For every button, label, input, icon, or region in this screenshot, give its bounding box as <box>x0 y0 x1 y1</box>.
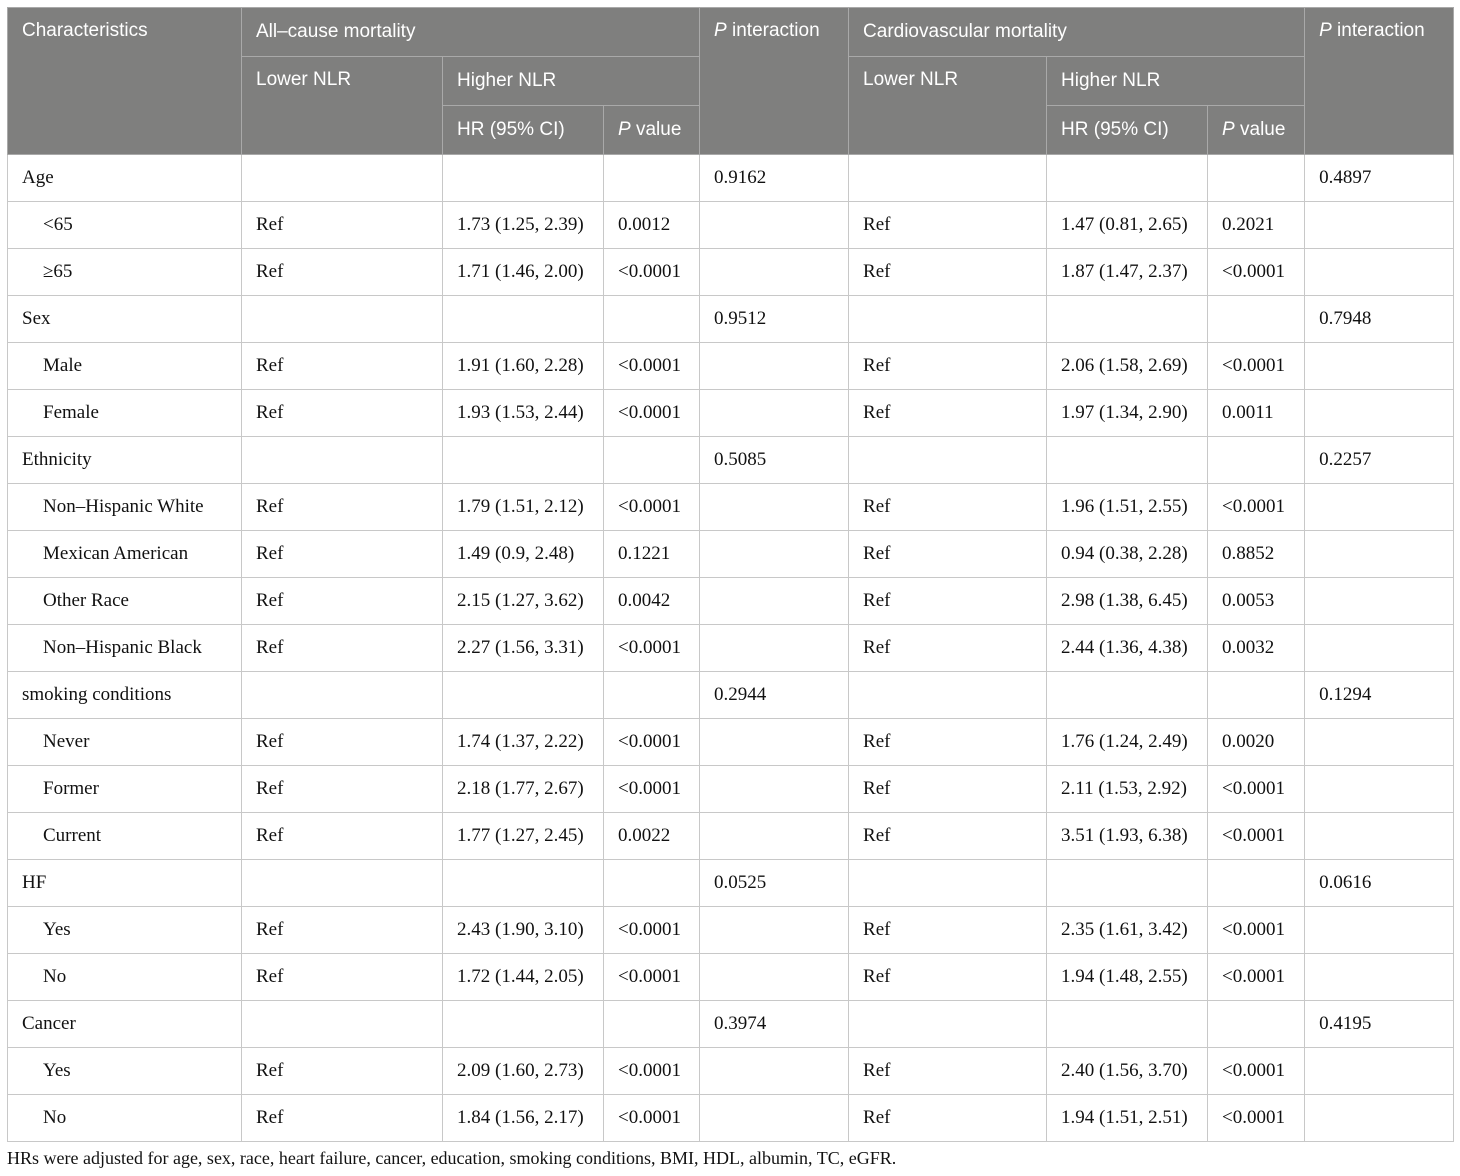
cell-hr-ci-all <box>443 437 604 484</box>
cell-p-interaction-all <box>700 625 849 672</box>
cell-p-value-all: <0.0001 <box>604 1095 700 1142</box>
cell-p-interaction-all <box>700 343 849 390</box>
table-row <box>8 813 1454 860</box>
cell-p-interaction-cv <box>1305 202 1454 249</box>
cell-p-value-all <box>604 1001 700 1048</box>
cell-lower-nlr-all: Ref <box>242 766 443 813</box>
cell-p-interaction-cv <box>1305 1048 1454 1095</box>
header-lower-nlr-cv: Lower NLR <box>849 57 1047 155</box>
cell-hr-ci-all <box>443 155 604 202</box>
cell-lower-nlr-all: Ref <box>242 625 443 672</box>
cell-p-interaction-cv <box>1305 719 1454 766</box>
cell-characteristic: Non–Hispanic White <box>8 484 242 531</box>
cell-lower-nlr-cv: Ref <box>849 813 1047 860</box>
cell-hr-ci-cv <box>1047 296 1208 343</box>
cell-p-interaction-cv: 0.1294 <box>1305 672 1454 719</box>
cell-characteristic: Female <box>8 390 242 437</box>
cell-p-value-cv: 0.0053 <box>1208 578 1305 625</box>
cell-lower-nlr-cv <box>849 155 1047 202</box>
cell-p-value-cv <box>1208 1001 1305 1048</box>
cell-lower-nlr-cv: Ref <box>849 1048 1047 1095</box>
results-table <box>7 7 1454 1142</box>
cell-p-interaction-all <box>700 202 849 249</box>
header-hr-ci-cv: HR (95% CI) <box>1047 106 1208 155</box>
cell-p-interaction-cv: 0.4195 <box>1305 1001 1454 1048</box>
cell-characteristic: smoking conditions <box>8 672 242 719</box>
cell-p-value-all: <0.0001 <box>604 343 700 390</box>
table-row <box>8 954 1454 1001</box>
table-row <box>8 719 1454 766</box>
cell-p-interaction-all <box>700 578 849 625</box>
cell-characteristic: Age <box>8 155 242 202</box>
cell-hr-ci-all: 1.49 (0.9, 2.48) <box>443 531 604 578</box>
cell-p-value-cv: <0.0001 <box>1208 954 1305 1001</box>
header-p-interaction-all <box>700 8 849 155</box>
cell-hr-ci-all: 1.74 (1.37, 2.22) <box>443 719 604 766</box>
cell-hr-ci-all: 1.93 (1.53, 2.44) <box>443 390 604 437</box>
cell-lower-nlr-all: Ref <box>242 249 443 296</box>
cell-p-value-all: <0.0001 <box>604 249 700 296</box>
cell-p-interaction-cv <box>1305 531 1454 578</box>
table-group-row <box>8 155 1454 202</box>
cell-lower-nlr-cv: Ref <box>849 625 1047 672</box>
cell-p-value-cv: 0.0011 <box>1208 390 1305 437</box>
cell-p-interaction-cv <box>1305 954 1454 1001</box>
cell-p-value-all: <0.0001 <box>604 954 700 1001</box>
cell-p-interaction-all: 0.5085 <box>700 437 849 484</box>
cell-lower-nlr-all: Ref <box>242 907 443 954</box>
table-row <box>8 390 1454 437</box>
cell-p-interaction-cv: 0.4897 <box>1305 155 1454 202</box>
cell-p-value-all: <0.0001 <box>604 907 700 954</box>
cell-hr-ci-cv: 1.94 (1.51, 2.51) <box>1047 1095 1208 1142</box>
cell-hr-ci-cv <box>1047 437 1208 484</box>
cell-p-interaction-all: 0.2944 <box>700 672 849 719</box>
cell-p-interaction-all <box>700 1095 849 1142</box>
cell-p-value-all: 0.0012 <box>604 202 700 249</box>
cell-p-interaction-all: 0.9162 <box>700 155 849 202</box>
table-row <box>8 625 1454 672</box>
cell-hr-ci-all <box>443 860 604 907</box>
cell-p-value-cv: <0.0001 <box>1208 343 1305 390</box>
cell-lower-nlr-all: Ref <box>242 484 443 531</box>
cell-p-interaction-cv <box>1305 484 1454 531</box>
header-all-cause-mortality: All–cause mortality <box>242 8 700 57</box>
cell-p-interaction-cv: 0.7948 <box>1305 296 1454 343</box>
table-header <box>8 8 1454 155</box>
cell-lower-nlr-all <box>242 296 443 343</box>
cell-p-value-cv: 0.2021 <box>1208 202 1305 249</box>
table-row <box>8 531 1454 578</box>
cell-lower-nlr-cv <box>849 672 1047 719</box>
cell-lower-nlr-cv <box>849 860 1047 907</box>
cell-p-value-cv: 0.8852 <box>1208 531 1305 578</box>
header-lower-nlr-all: Lower NLR <box>242 57 443 155</box>
cell-hr-ci-cv: 3.51 (1.93, 6.38) <box>1047 813 1208 860</box>
header-p-value-cv <box>1208 106 1305 155</box>
cell-p-interaction-cv <box>1305 766 1454 813</box>
cell-hr-ci-cv: 1.96 (1.51, 2.55) <box>1047 484 1208 531</box>
cell-hr-ci-all: 2.27 (1.56, 3.31) <box>443 625 604 672</box>
value-label: value <box>1234 119 1286 140</box>
table-row <box>8 343 1454 390</box>
cell-p-value-all <box>604 296 700 343</box>
table-group-row <box>8 296 1454 343</box>
interaction-label: interaction <box>726 20 820 41</box>
cell-p-value-all: 0.1221 <box>604 531 700 578</box>
cell-lower-nlr-cv: Ref <box>849 202 1047 249</box>
cell-p-value-cv: 0.0020 <box>1208 719 1305 766</box>
cell-lower-nlr-cv: Ref <box>849 1095 1047 1142</box>
cell-p-value-all: <0.0001 <box>604 766 700 813</box>
cell-p-value-cv <box>1208 860 1305 907</box>
cell-characteristic: Ethnicity <box>8 437 242 484</box>
cell-lower-nlr-all: Ref <box>242 202 443 249</box>
cell-p-value-cv: <0.0001 <box>1208 484 1305 531</box>
table-group-row <box>8 437 1454 484</box>
cell-p-interaction-cv <box>1305 249 1454 296</box>
table-row <box>8 249 1454 296</box>
header-p-interaction-cv <box>1305 8 1454 155</box>
cell-lower-nlr-cv: Ref <box>849 390 1047 437</box>
cell-lower-nlr-cv: Ref <box>849 343 1047 390</box>
cell-lower-nlr-all <box>242 1001 443 1048</box>
cell-characteristic: ≥65 <box>8 249 242 296</box>
cell-p-interaction-all <box>700 1048 849 1095</box>
cell-p-interaction-cv <box>1305 907 1454 954</box>
cell-p-interaction-all: 0.0525 <box>700 860 849 907</box>
cell-lower-nlr-cv <box>849 437 1047 484</box>
table-row <box>8 1095 1454 1142</box>
cell-characteristic: <65 <box>8 202 242 249</box>
cell-hr-ci-all: 1.72 (1.44, 2.05) <box>443 954 604 1001</box>
cell-p-value-cv: <0.0001 <box>1208 1095 1305 1142</box>
cell-lower-nlr-all: Ref <box>242 813 443 860</box>
cell-characteristic: No <box>8 954 242 1001</box>
cell-hr-ci-all: 2.15 (1.27, 3.62) <box>443 578 604 625</box>
cell-p-interaction-cv <box>1305 578 1454 625</box>
cell-hr-ci-cv: 1.76 (1.24, 2.49) <box>1047 719 1208 766</box>
table-row <box>8 766 1454 813</box>
cell-p-interaction-cv: 0.0616 <box>1305 860 1454 907</box>
table-row <box>8 202 1454 249</box>
table-footnote: HRs were adjusted for age, sex, race, heart failure, cancer, education, smoking conditions, BMI, HDL, albumin, TC, eGFR. <box>7 1148 897 1168</box>
cell-lower-nlr-cv: Ref <box>849 578 1047 625</box>
cell-p-value-all <box>604 155 700 202</box>
cell-hr-ci-cv: 1.47 (0.81, 2.65) <box>1047 202 1208 249</box>
cell-p-value-cv: <0.0001 <box>1208 813 1305 860</box>
cell-p-value-all: <0.0001 <box>604 390 700 437</box>
cell-lower-nlr-all: Ref <box>242 390 443 437</box>
cell-characteristic: Former <box>8 766 242 813</box>
cell-p-value-cv: <0.0001 <box>1208 1048 1305 1095</box>
cell-hr-ci-cv: 2.40 (1.56, 3.70) <box>1047 1048 1208 1095</box>
cell-hr-ci-cv: 2.44 (1.36, 4.38) <box>1047 625 1208 672</box>
cell-hr-ci-cv: 1.87 (1.47, 2.37) <box>1047 249 1208 296</box>
cell-p-interaction-all: 0.3974 <box>700 1001 849 1048</box>
p-italic: P <box>1222 119 1235 140</box>
cell-hr-ci-all <box>443 296 604 343</box>
cell-p-value-cv <box>1208 155 1305 202</box>
cell-p-interaction-cv: 0.2257 <box>1305 437 1454 484</box>
cell-hr-ci-all: 1.77 (1.27, 2.45) <box>443 813 604 860</box>
cell-p-interaction-all <box>700 484 849 531</box>
cell-lower-nlr-cv: Ref <box>849 954 1047 1001</box>
cell-p-value-all: <0.0001 <box>604 1048 700 1095</box>
table-group-row <box>8 1001 1454 1048</box>
cell-p-value-all: <0.0001 <box>604 625 700 672</box>
cell-hr-ci-all: 1.79 (1.51, 2.12) <box>443 484 604 531</box>
cell-hr-ci-all: 2.18 (1.77, 2.67) <box>443 766 604 813</box>
cell-hr-ci-cv <box>1047 672 1208 719</box>
cell-p-value-all: <0.0001 <box>604 484 700 531</box>
cell-hr-ci-cv: 2.35 (1.61, 3.42) <box>1047 907 1208 954</box>
cell-hr-ci-cv: 2.11 (1.53, 2.92) <box>1047 766 1208 813</box>
cell-p-value-all <box>604 437 700 484</box>
cell-lower-nlr-all: Ref <box>242 719 443 766</box>
cell-p-value-cv <box>1208 296 1305 343</box>
cell-characteristic: No <box>8 1095 242 1142</box>
cell-lower-nlr-all: Ref <box>242 1048 443 1095</box>
cell-p-interaction-all <box>700 249 849 296</box>
cell-lower-nlr-all: Ref <box>242 343 443 390</box>
cell-p-value-cv: <0.0001 <box>1208 907 1305 954</box>
cell-p-interaction-all <box>700 813 849 860</box>
cell-p-value-all: <0.0001 <box>604 719 700 766</box>
cell-characteristic: HF <box>8 860 242 907</box>
table-row <box>8 1048 1454 1095</box>
cell-characteristic: Male <box>8 343 242 390</box>
header-higher-nlr-cv: Higher NLR <box>1047 57 1305 106</box>
cell-p-value-all <box>604 860 700 907</box>
p-italic: P <box>1319 20 1332 41</box>
cell-p-value-all: 0.0022 <box>604 813 700 860</box>
cell-characteristic: Yes <box>8 907 242 954</box>
cell-hr-ci-cv: 1.94 (1.48, 2.55) <box>1047 954 1208 1001</box>
cell-characteristic: Yes <box>8 1048 242 1095</box>
cell-p-interaction-all <box>700 766 849 813</box>
cell-p-interaction-all: 0.9512 <box>700 296 849 343</box>
cell-lower-nlr-cv: Ref <box>849 249 1047 296</box>
table-body <box>8 155 1454 1142</box>
cell-lower-nlr-cv: Ref <box>849 531 1047 578</box>
header-hr-ci-all: HR (95% CI) <box>443 106 604 155</box>
cell-lower-nlr-cv <box>849 1001 1047 1048</box>
cell-hr-ci-cv: 2.98 (1.38, 6.45) <box>1047 578 1208 625</box>
table-row <box>8 907 1454 954</box>
table-row <box>8 484 1454 531</box>
cell-hr-ci-all <box>443 672 604 719</box>
cell-characteristic: Cancer <box>8 1001 242 1048</box>
cell-lower-nlr-cv: Ref <box>849 719 1047 766</box>
cell-p-value-cv <box>1208 672 1305 719</box>
cell-lower-nlr-all <box>242 437 443 484</box>
cell-p-value-all: 0.0042 <box>604 578 700 625</box>
cell-hr-ci-all: 2.43 (1.90, 3.10) <box>443 907 604 954</box>
p-italic: P <box>618 119 631 140</box>
cell-p-value-cv: <0.0001 <box>1208 249 1305 296</box>
cell-p-interaction-cv <box>1305 625 1454 672</box>
cell-p-value-all <box>604 672 700 719</box>
cell-characteristic: Other Race <box>8 578 242 625</box>
value-label: value <box>630 119 682 140</box>
cell-hr-ci-all: 1.73 (1.25, 2.39) <box>443 202 604 249</box>
cell-p-interaction-all <box>700 907 849 954</box>
cell-p-interaction-cv <box>1305 1095 1454 1142</box>
interaction-label: interaction <box>1331 20 1425 41</box>
header-cardiovascular-mortality: Cardiovascular mortality <box>849 8 1305 57</box>
cell-p-interaction-all <box>700 954 849 1001</box>
cell-characteristic: Mexican American <box>8 531 242 578</box>
cell-lower-nlr-all: Ref <box>242 578 443 625</box>
table-row <box>8 578 1454 625</box>
cell-p-interaction-all <box>700 719 849 766</box>
cell-hr-ci-all: 2.09 (1.60, 2.73) <box>443 1048 604 1095</box>
cell-hr-ci-cv: 0.94 (0.38, 2.28) <box>1047 531 1208 578</box>
cell-lower-nlr-cv: Ref <box>849 907 1047 954</box>
cell-p-interaction-cv <box>1305 390 1454 437</box>
cell-hr-ci-cv <box>1047 155 1208 202</box>
cell-hr-ci-cv <box>1047 860 1208 907</box>
cell-p-value-cv: <0.0001 <box>1208 766 1305 813</box>
cell-hr-ci-all <box>443 1001 604 1048</box>
cell-p-interaction-all <box>700 390 849 437</box>
cell-lower-nlr-all: Ref <box>242 531 443 578</box>
cell-p-interaction-cv <box>1305 343 1454 390</box>
cell-p-value-cv: 0.0032 <box>1208 625 1305 672</box>
cell-hr-ci-cv: 1.97 (1.34, 2.90) <box>1047 390 1208 437</box>
cell-p-interaction-all <box>700 531 849 578</box>
cell-hr-ci-cv: 2.06 (1.58, 2.69) <box>1047 343 1208 390</box>
header-p-value-all <box>604 106 700 155</box>
cell-lower-nlr-all <box>242 860 443 907</box>
cell-p-interaction-cv <box>1305 813 1454 860</box>
table-group-row <box>8 672 1454 719</box>
cell-hr-ci-cv <box>1047 1001 1208 1048</box>
p-italic: P <box>714 20 727 41</box>
cell-characteristic: Non–Hispanic Black <box>8 625 242 672</box>
cell-lower-nlr-cv: Ref <box>849 766 1047 813</box>
cell-characteristic: Sex <box>8 296 242 343</box>
cell-characteristic: Current <box>8 813 242 860</box>
cell-hr-ci-all: 1.91 (1.60, 2.28) <box>443 343 604 390</box>
cell-lower-nlr-all <box>242 672 443 719</box>
cell-lower-nlr-all: Ref <box>242 954 443 1001</box>
table-group-row <box>8 860 1454 907</box>
cell-lower-nlr-all: Ref <box>242 1095 443 1142</box>
cell-hr-ci-all: 1.71 (1.46, 2.00) <box>443 249 604 296</box>
cell-lower-nlr-cv <box>849 296 1047 343</box>
header-characteristics: Characteristics <box>8 8 242 155</box>
cell-lower-nlr-cv: Ref <box>849 484 1047 531</box>
header-higher-nlr-all: Higher NLR <box>443 57 700 106</box>
cell-hr-ci-all: 1.84 (1.56, 2.17) <box>443 1095 604 1142</box>
cell-p-value-cv <box>1208 437 1305 484</box>
cell-lower-nlr-all <box>242 155 443 202</box>
cell-characteristic: Never <box>8 719 242 766</box>
